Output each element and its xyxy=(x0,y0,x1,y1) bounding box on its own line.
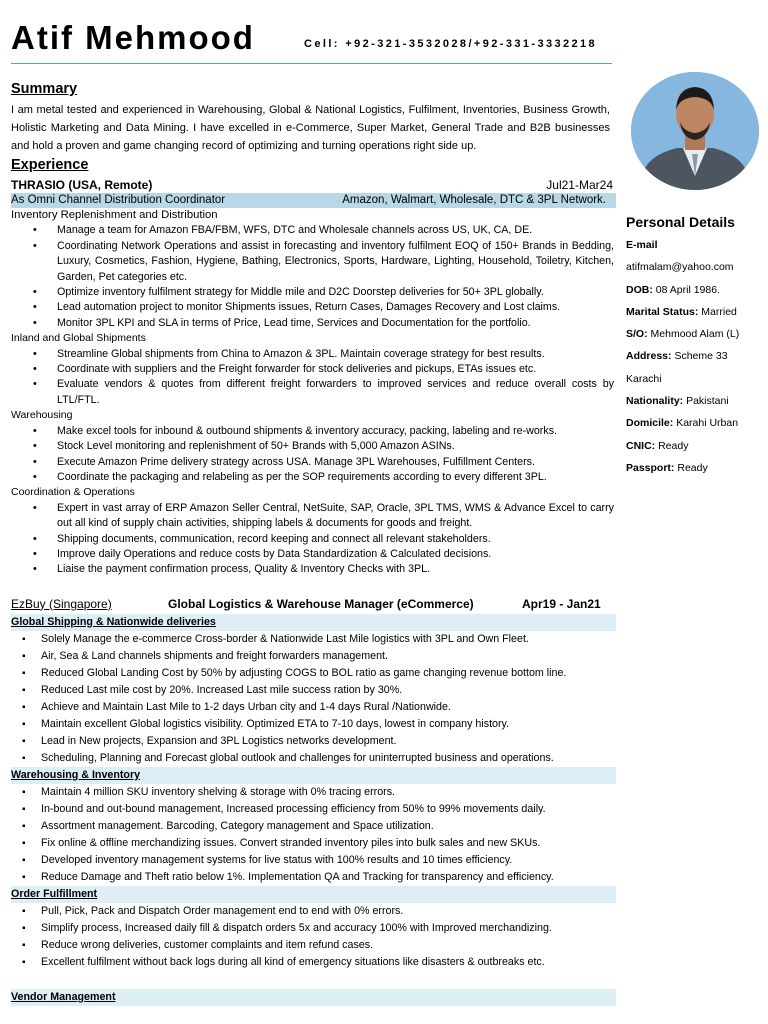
bullet-item: • Coordinating Network Operations and assist in forecasting and inventory fulfilment EOQ of 150+ Brands in Bedding, Luxury, Cosmetics, Fashion, Hygiene, Bathing, Electronics, Sports, Hardware, Lighting, Household, Toiletry, Kitchen, Garden, Pet categories etc. xyxy=(11,239,616,285)
bullet-item: ▪ Pull, Pick, Pack and Dispatch Order management end to end with 0% errors. xyxy=(11,903,616,920)
bullet-item: • Expert in vast array of ERP Amazon Seller Central, NetSuite, SAP, Oracle, 3PL TMS, WMS & Advance Excel to carry out all kind of supply chain activities, shipping labels & documents for goods and freight. xyxy=(11,501,616,532)
bullet-item: • Improve daily Operations and reduce costs by Data Standardization & Calculated decisions. xyxy=(11,547,616,562)
job1-company: THRASIO (USA, Remote) xyxy=(11,178,153,192)
bullet-item: • Stock Level monitoring and replenishment of 50+ Brands with 5,000 Amazon ASINs. xyxy=(11,439,616,454)
personal-details xyxy=(626,212,766,479)
bullet-item: ▪ Fix online & offline merchandizing issues. Convert stranded inventory piles into bulk sales and new SKUs. xyxy=(11,835,616,852)
bullet-item: • Liaise the payment confirmation process, Quality & Inventory Checks with 3PL. xyxy=(11,562,616,577)
bullet-item: • Optimize inventory fulfilment strategy for Middle mile and D2C Doorstep deliveries for 50+ 3PL globally. xyxy=(11,285,616,300)
job2-title: Global Logistics & Warehouse Manager (eCommerce) xyxy=(168,596,474,611)
bullet-item: ▪ Developed inventory management systems for live status with 100% results and 10 times efficiency. xyxy=(11,852,616,869)
bullet-item: ▪ Reduce wrong deliveries, customer complaints and item refund cases. xyxy=(11,937,616,954)
email-label: E-mail xyxy=(626,239,658,251)
address-row: Address: Scheme 33 xyxy=(626,350,728,363)
bullet-item: ▪ Solely Manage the e-commerce Cross-border & Nationwide Last Mile logistics with 3PL and Own Fleet. xyxy=(11,631,616,648)
bullet-item: • Coordinate the packaging and relabeling as per the SOP requirements according to every different 3PL. xyxy=(11,470,616,485)
job1-section-inventory-replenishment-and-distribution: Inventory Replenishment and Distribution xyxy=(11,209,218,221)
bullet-item: • Make excel tools for inbound & outbound shipments & inventory accuracy, packing, labeling and re-works. xyxy=(11,424,616,439)
job1-role: As Omni Channel Distribution Coordinator xyxy=(11,194,226,206)
bullet-item: ▪ Reduce Damage and Theft ratio below 1%. Implementation QA and Tracking for transparency and efficiency. xyxy=(11,869,616,886)
job2-section-vendor-management: Vendor Management xyxy=(11,989,616,1006)
candidate-name: Atif Mehmood xyxy=(11,19,255,56)
job2-section-order-fulfillment: Order Fulfillment xyxy=(11,886,616,903)
bullet-item: • Manage a team for Amazon FBA/FBM, WFS, DTC and Wholesale channels across US, UK, CA, DE. xyxy=(11,223,616,238)
bullet-item: • Coordinate with suppliers and the Freight forwarder for stock deliveries and pickups, ETAs issues etc. xyxy=(11,362,616,377)
bullet-item: ▪ Scheduling, Planning and Forecast global outlook and challenges for uninterrupted business and operations. xyxy=(11,750,616,767)
bullet-item: ▪ Achieve and Maintain Last Mile to 1-2 days Urban city and 1-4 days Rural /Nationwide. xyxy=(11,699,616,716)
bullet-item: ▪ Assortment management. Barcoding, Category management and Space utilization. xyxy=(11,818,616,835)
job1-bullet-list xyxy=(11,347,616,409)
phone-numbers: Cell: +92-321-3532028/+92-331-3332218 xyxy=(304,38,598,50)
job1-bullet-list xyxy=(11,501,616,578)
experience-column xyxy=(11,178,616,1006)
job1-sections xyxy=(11,208,616,578)
domicile-row: Domicile: Karahi Urban xyxy=(626,417,739,430)
so-row: S/O: Mehmood Alam (L) xyxy=(626,328,740,341)
passport-row: Passport: Ready xyxy=(626,461,708,474)
job1-dates: Jul21-Mar24 xyxy=(546,178,613,192)
job1-header xyxy=(11,178,616,193)
bullet-item: ▪ Simplify process, Increased daily fill & dispatch orders 5x and accuracy 100% with Improved merchandizing. xyxy=(11,920,616,937)
job2-bullet-list xyxy=(11,631,616,767)
profile-photo-image xyxy=(631,72,759,190)
job1-section-warehousing: Warehousing xyxy=(11,409,73,422)
bullet-item: • Monitor 3PL KPI and SLA in terms of Price, Lead time, Services and Documentation for the portfolio. xyxy=(11,316,616,331)
bullet-item: • Lead automation project to monitor Shipments issues, Return Cases, Damages Recovery and Lost claims. xyxy=(11,300,616,315)
job2-header xyxy=(11,597,616,614)
bullet-item: • Streamline Global shipments from China to Amazon & 3PL. Maintain coverage strategy for best results. xyxy=(11,347,616,362)
experience-heading: Experience xyxy=(11,157,89,173)
summary-text: I am metal tested and experienced in Warehousing, Global & National Logistics, Fulfilment, Inventories, Business Growth, Holistic Marketing and Data Mining. I have excelled in e-Commerce, Super Market, General Trade and B2B businesses and hold a proven and game changing record of optimizing and turning operations right side up. xyxy=(11,104,610,152)
nationality-row: Nationality: Pakistani xyxy=(626,395,729,408)
job1-bullet-list xyxy=(11,424,616,486)
job2-section-warehousing-inventory: Warehousing & Inventory xyxy=(11,767,616,784)
email-value: atifmalam@yahoo.com xyxy=(626,261,734,274)
job1-bullet-list xyxy=(11,223,616,331)
bullet-item: • Execute Amazon Prime delivery strategy across USA. Manage 3PL Warehouses, Fulfillment Centers. xyxy=(11,455,616,470)
job2-bullet-list xyxy=(11,903,616,971)
job1-role-band xyxy=(11,193,616,208)
marital-row: Marital Status: Married xyxy=(626,305,737,318)
job2-dates: Apr19 - Jan21 xyxy=(522,596,601,611)
dob-row: DOB: 08 April 1986. xyxy=(626,283,720,296)
job2-section-global-shipping-nationwide-deliveries: Global Shipping & Nationwide deliveries xyxy=(11,614,616,631)
profile-photo xyxy=(631,72,759,190)
personal-details-heading: Personal Details xyxy=(626,214,735,230)
bullet-item: ▪ Excellent fulfilment without back logs during all kind of emergency situations like disasters & outbreaks etc. xyxy=(11,954,616,971)
bullet-item: ▪ In-bound and out-bound management, Increased processing efficiency from 50% to 99% movements daily. xyxy=(11,801,616,818)
address-city: Karachi xyxy=(626,372,662,385)
bullet-item: • Evaluate vendors & quotes from different freight forwarders to improved services and reduce overall costs by LTL/FTL. xyxy=(11,377,616,408)
job1-channels: Amazon, Walmart, Wholesale, DTC & 3PL Network. xyxy=(342,194,606,206)
bullet-item: ▪ Reduced Global Landing Cost by 50% by adjusting COGS to BOL ratio as game changing revenue bottom line. xyxy=(11,665,616,682)
header-rule xyxy=(11,63,612,64)
job1-section-inland-and-global-shipments: Inland and Global Shipments xyxy=(11,332,146,345)
bullet-item: ▪ Air, Sea & Land channels shipments and freight forwarders management. xyxy=(11,648,616,665)
cnic-row: CNIC: Ready xyxy=(626,439,689,452)
bullet-item: ▪ Maintain 4 million SKU inventory shelving & storage with 0% tracing errors. xyxy=(11,784,616,801)
bullet-item: ▪ Lead in New projects, Expansion and 3PL Logistics networks development. xyxy=(11,733,616,750)
job2-sections xyxy=(11,614,616,1006)
summary-heading: Summary xyxy=(11,81,78,97)
bullet-item: • Shipping documents, communication, record keeping and connect all relevant stakeholders. xyxy=(11,532,616,547)
bullet-item: ▪ Reduced Last mile cost by 20%. Increased Last mile success ration by 30%. xyxy=(11,682,616,699)
job2-company: EzBuy (Singapore) xyxy=(11,596,112,611)
job2-bullet-list xyxy=(11,784,616,886)
bullet-item: ▪ Maintain excellent Global logistics visibility. Optimized ETA to 7-10 days, lowest in company history. xyxy=(11,716,616,733)
job1-section-coordination-operations: Coordination & Operations xyxy=(11,486,135,499)
